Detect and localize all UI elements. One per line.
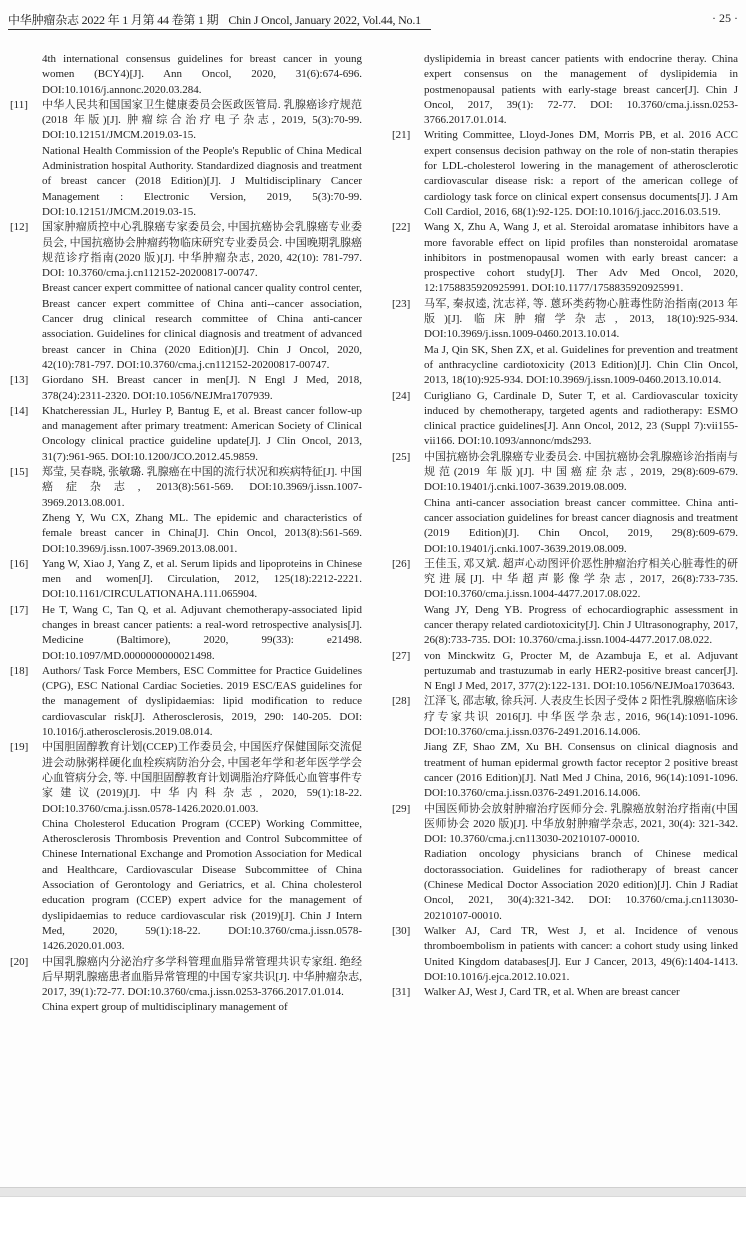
left-column-references (10, 52, 362, 1016)
reference-text: Wang X, Zhu A, Wang J, et al. Steroidal aromatase inhibitors have a more favorable effect on lipid profiles than nonsteroidal aromatase inhibitors in postmenopausal women with early breast cancer: a prospective cohort study[J]. Ther Adv Med Oncol, 2020, 12:1758835920925991. DOI:10.1177/1758835920925991. (424, 221, 738, 295)
running-header (8, 7, 738, 29)
reference-number: [27] (392, 649, 411, 662)
reference-text: 马军, 秦叔逵, 沈志祥, 等. 蒽环类药物心脏毒性防治指南(2013 年版)[J]. 临床肿瘤学杂志, 2013, 18(10):925-934. DOI:10.3969/j.issn.1009-0460.2013.10.014. (424, 297, 738, 341)
reference-number: [23] (392, 297, 411, 310)
reference-text: Ma J, Qin SK, Shen ZX, et al. Guidelines for prevention and treatment of anthracycline cardiotoxicity (2013 Edition)[J]. Chin Clin Oncol, 2013, 18(10):925-934. DOI:10.3969/j.issn.1009-0460.2013.10.014. (424, 343, 738, 387)
reference-entry (392, 924, 738, 985)
reference-number: [30] (392, 924, 411, 937)
reference-text: Walker AJ, Card TR, West J, et al. Incidence of venous thromboembolism in patients with cancer: a cohort study using linked United Kingdom databases[J]. Eur J Cancer, 2013, 49(6):1404-1413. DOI:10.1016/j.ejca.2012.10.021. (424, 924, 738, 983)
reference-text: Walker AJ, West J, Card TR, et al. When are breast cancer (424, 986, 680, 999)
reference-text: Wang JY, Deng YB. Progress of echocardiographic assessment in cancer therapy related cardiotoxicity[J]. Chin J Ultrasonography, 2017, 26(8):733-735. DOI: 10.3760/cma.j.issn.1004-4477.2017.08.022. (424, 603, 738, 647)
reference-text: Radiation oncology physicians branch of Chinese medical doctorassociation. Guidelines for radiotherapy of breast cancer (Chinese Medical Doctor Association 2020 edition)[J]. Chin J Radiat Oncol, 2021, 30(4):321-342. DOI: 10.3760/cma.j.cn113030-20210107-00010. (424, 848, 738, 922)
reference-text: 中国乳腺癌内分泌治疗多学科管理血脂异常管理共识专家组. 绝经后早期乳腺癌患者血脂异常管理的中国专家共识[J]. 中华肿瘤杂志, 2017, 39(1):72-77. DOI:10.3760/cma.j.issn.0253-3766.2017.01.014. (42, 955, 362, 999)
reference-continuation (392, 52, 738, 128)
reference-text: China Cholesterol Education Program (CCEP) Working Committee, Atherosclerosis Thrombosis Prevention and Control Subcommittee of Chinese International Exchange and Promotion Association for Medical and Healthcare, Cardiovascular Disease Subcommittee of China Association of Gerontology and Geriatrics, et al. China cholesterol education program (CCEP) expert advice for the management of dyslipidaemias to reduce cardiovascular risk (2019)[J]. Chin J Intern Med, 2020, 59(1):18-22. DOI:10.3760/cma.j.issn.0578-1426.2020.01.003. (42, 817, 362, 953)
reference-entry (392, 450, 738, 557)
journal-title-en: Chin J Oncol, January 2022, Vol.44, No.1 (228, 13, 421, 27)
reference-text: 江泽飞, 邵志敏, 徐兵河. 人表皮生长因子受体 2 阳性乳腺癌临床诊疗专家共识 2016[J]. 中华医学杂志, 2016, 96(14):1091-1096. DOI:10.3760/cma.j.issn.0376-2491.2016.14.006. (424, 695, 738, 739)
reference-text: von Minckwitz G, Procter M, de Azambuja E, et al. Adjuvant pertuzumab and trastuzumab in early HER2-positive breast cancer[J]. N Engl J Med, 2017, 377(2):122-131. DOI:10.1056/NEJMoa1703643. (424, 649, 738, 693)
reference-text: He T, Wang C, Tan Q, et al. Adjuvant chemotherapy-associated lipid changes in breast cancer patients: a real-word retrospective analysis[J]. Medicine (Baltimore), 2020, 99(33): e21498. DOI:10.1097/MD.0000000000021498. (42, 603, 362, 662)
reference-text: Authors/ Task Force Members, ESC Committee for Practice Guidelines (CPG), ESC National Cardiac Societies. 2019 ESC/EAS guidelines for the management of dyslipidaemias: lipid modification to reduce cardiovascular risk[J]. Atherosclerosis, 2019, 290: 140-205. DOI: 10.1016/j.atherosclerosis.2019.08.014. (42, 664, 362, 739)
reference-number: [22] (392, 221, 411, 234)
reference-number: [24] (392, 389, 411, 402)
right-column-references (392, 52, 738, 1000)
reference-text: Zheng Y, Wu CX, Zhang ML. The epidemic and characteristics of female breast cancer in China[J]. Chin Oncol, 2013(8):561-569. DOI:10.3969/j.issn.1007-3969.2013.08.001. (42, 511, 362, 555)
reference-entry (10, 740, 362, 954)
reference-entry (10, 220, 362, 373)
reference-number: [13] (10, 374, 29, 387)
reference-entry (10, 98, 362, 220)
reference-number: [28] (392, 695, 411, 708)
reference-number: [19] (10, 741, 29, 754)
reference-number: [14] (10, 404, 29, 417)
reference-continuation (10, 52, 362, 98)
reference-entry (392, 802, 738, 924)
reference-number: [12] (10, 221, 29, 234)
reference-entry (392, 649, 738, 695)
reference-text: 中华人民共和国国家卫生健康委员会医政医管局. 乳腺癌诊疗规范(2018 年版)[J]. 肿瘤综合治疗电子杂志, 2019, 5(3):70-99. DOI:10.12151/JMCM.2019.03-15. (42, 98, 362, 142)
reference-text: Curigliano G, Cardinale D, Suter T, et al. Cardiovascular toxicity induced by chemotherapy, targeted agents and radiotherapy: ESMO clinical practice guidelines[J]. Ann Oncol, 2012, 23 (Suppl 7):vii155- vii166. DOI:10.1093/annonc/mds293. (424, 389, 738, 448)
reference-number: [18] (10, 664, 29, 677)
reference-entry (10, 664, 362, 740)
reference-number: [26] (392, 557, 411, 570)
reference-text: 中国胆固醇教育计划(CCEP)工作委员会, 中国医疗保健国际交流促进会动脉粥样硬化血栓疾病防治分会, 中国老年学和老年医学学会心血管病分会, 等. 中国胆固醇教育计划调脂治疗降低心血管事件专家建议(2019)[J]. 中华内科杂志, 2020, 59(1):18-22. DOI:10.3760/cma.j.issn.0578-1426.2020.01.003. (42, 741, 362, 815)
reference-number: [29] (392, 802, 411, 815)
reference-entry (10, 955, 362, 1016)
reference-entry (10, 373, 362, 404)
reference-text: Breast cancer expert committee of national cancer quality control center, Breast cancer expert committee of China anti--cancer association, Cancer drug clinical research committee of China anti-cancer association. Guidelines for clinical diagnosis and treatment of advanced breast cancer in China (2020 Edition)[J]. Chin J Oncol, 2020, 42(10):781-797. DOI:10.3760/cma.j.cn112152-20200817-00747. (42, 282, 362, 371)
viewer-bottom-divider (0, 1187, 746, 1197)
reference-text: 国家肿瘤质控中心乳腺癌专家委员会, 中国抗癌协会乳腺癌专业委员会, 中国抗癌协会肿瘤药物临床研究专业委员会. 中国晚期乳腺癌规范诊疗指南(2020 版)[J]. 中华肿瘤杂志, 2020, 42(10): 781-797. DOI: 10.3760/cma.j.cn112152-20200817-00747. (42, 221, 362, 280)
reference-number: [20] (10, 955, 29, 968)
reference-text: 王佳玉, 邓又斌. 超声心动图评价恶性肿瘤治疗相关心脏毒性的研究进展[J]. 中华超声影像学杂志, 2017, 26(8):733-735. DOI:10.3760/cma.j.issn.1004-4477.2017.08.022. (424, 557, 738, 601)
reference-number: [16] (10, 557, 29, 570)
reference-text: Yang W, Xiao J, Yang Z, et al. Serum lipids and lipoproteins in Chinese men and women[J]. Circulation, 2012, 125(18):2212-2221. DOI:10.1161/CIRCULATIONAHA.111.065904. (42, 557, 362, 601)
journal-title-cn: 中华肿瘤杂志 2022 年 1 月第 44 卷第 1 期 (8, 13, 219, 27)
reference-number: [31] (392, 986, 411, 999)
reference-text: China expert group of multidisciplinary management of (42, 1001, 288, 1014)
reference-text: Giordano SH. Breast cancer in men[J]. N Engl J Med, 2018, 378(24):2311-2320. DOI:10.1056/NEJMra1707939. (42, 374, 362, 402)
journal-citation-line (8, 11, 431, 30)
reference-entry (10, 404, 362, 465)
reference-number: [17] (10, 603, 29, 616)
reference-text: Khatcheressian JL, Hurley P, Bantug E, et al. Breast cancer follow-up and management after primary treatment: American Society of Clinical Oncology clinical practice guideline update[J]. J Clin Oncol, 2013, 31(7):961-965. DOI:10.1200/JCO.2012.45.9859. (42, 404, 362, 463)
reference-text: China anti-cancer association breast cancer committee. China anti-cancer association guidelines for breast cancer diagnosis and treatment (2019 Edition)[J]. Chin Oncol, 2019, 29(8):609-679. DOI:10.19401/j.cnki.1007-3639.2019.08.009. (424, 496, 738, 555)
reference-entry (10, 603, 362, 664)
reference-entry (392, 220, 738, 296)
reference-number: [25] (392, 450, 411, 463)
reference-entry (392, 297, 738, 389)
reference-entry (10, 465, 362, 557)
reference-text: National Health Commission of the People's Republic of China Medical Administration hospital Authority. Standardized diagnosis and treatment of breast cancer (2018 Edition)[J]. J Multidisciplinary Cancer Management : Electronic Version, 2019, 5(3):70-99. DOI:10.12151/JMCM.2019.03-15. (42, 144, 362, 218)
reference-entry (392, 985, 738, 1000)
reference-number: [11] (10, 98, 28, 111)
reference-text: dyslipidemia in breast cancer patients with endocrine theray. China expert consensus on the management of dyslipidemia in postmenopausal patients with early-stage breast cancer[J]. Chin J Oncol, 2017, 39(1): 72-77. DOI: 10.3760/cma.j.issn.0253-3766.2017.01.014. (424, 53, 738, 127)
reference-text: Jiang ZF, Shao ZM, Xu BH. Consensus on clinical diagnosis and treatment of human epidermal growth factor receptor 2 positive breast cancer (2016 Edition)[J]. Natl Med J China, 2016, 96(14):1091-1096. DOI:10.3760/cma.j.issn.0376-2491.2016.14.006. (424, 741, 738, 800)
reference-entry (392, 389, 738, 450)
reference-text: 中国抗癌协会乳腺癌专业委员会. 中国抗癌协会乳腺癌诊治指南与规范(2019 年版)[J]. 中国癌症杂志, 2019, 29(8):609-679. DOI:10.19401/j.cnki.1007-3639.2019.08.009. (424, 450, 738, 494)
reference-text: 郑莹, 吴春晓, 张敏璐. 乳腺癌在中国的流行状况和疾病特征[J]. 中国癌症杂志, 2013(8):561-569. DOI:10.3969/j.issn.1007-3969.2013.08.001. (42, 466, 362, 509)
reference-entry (392, 557, 738, 649)
reference-entry (10, 557, 362, 603)
reference-entry (392, 694, 738, 801)
reference-text: 4th international consensus guidelines for breast cancer in young women (BCY4)[J]. Ann Oncol, 2020, 31(6):674-696. DOI:10.1016/j.annonc.2020.03.284. (42, 53, 362, 96)
reference-number: [15] (10, 466, 29, 479)
reference-number: [21] (392, 129, 411, 142)
reference-text: 中国医师协会放射肿瘤治疗医师分会. 乳腺癌放射治疗指南(中国医师协会 2020 版)[J]. 中华放射肿瘤学杂志, 2021, 30(4): 321-342. DOI: 10.3760/cma.j.cn113030-20210107-00010. (424, 802, 738, 846)
reference-entry (392, 128, 738, 220)
reference-text: Writing Committee, Lloyd-Jones DM, Morris PB, et al. 2016 ACC expert consensus decision pathway on the role of non-statin therapies for LDL-cholesterol lowering in the management of atherosclerotic cardiovascular disease risk: a report of the american college of cardiology task force on clinical expert consensus documents[J]. J Am Coll Cardiol, 2016, 68(1):92-125. DOI:10.1016/j.jacc.2016.03.519. (424, 129, 738, 218)
page-number: · 25 · (712, 11, 738, 25)
